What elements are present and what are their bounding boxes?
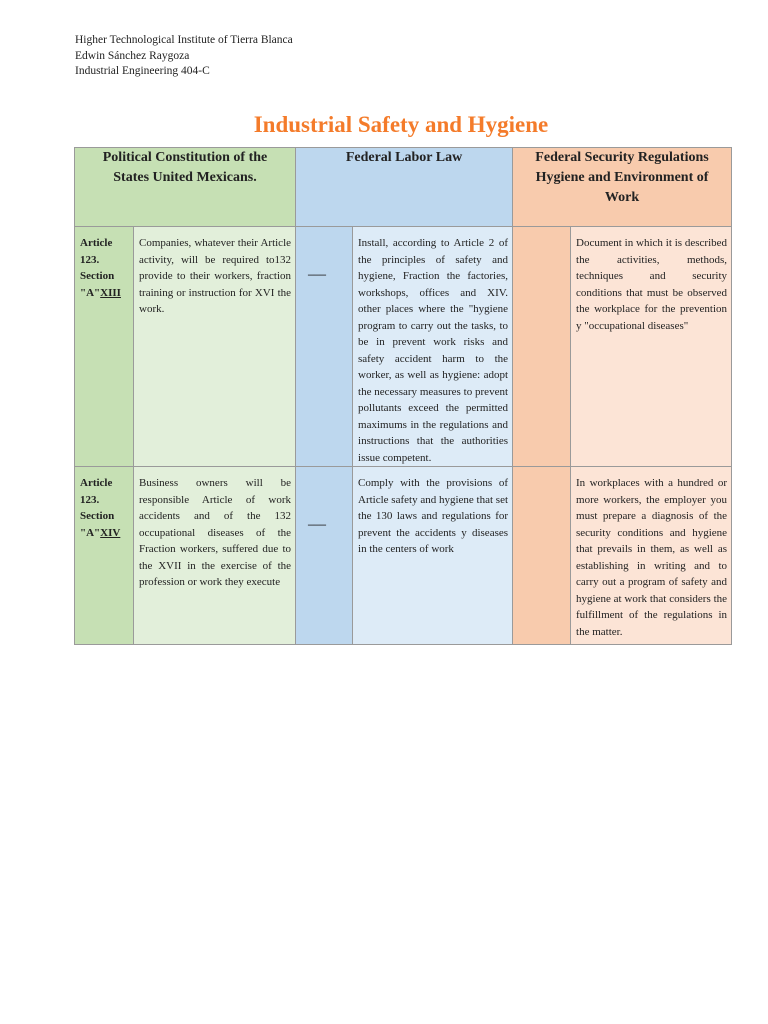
labor-law-text: Comply with the provisions of Article safety and hygiene that set the 130 laws and regulations for prevent the accidents y diseases in the centers of work	[358, 477, 509, 555]
institute-name: Higher Technological Institute of Tierra Blanca	[75, 34, 293, 46]
regulations-text: In workplaces with a hundred or more workers, the employer you must prepare a diagnosis of the security conditions and hygiene that prevails in them, as well as establishing in writing and to carry out a program of safety and hygiene at work that considers the fulfillment of the regulations in the matter.	[576, 477, 728, 638]
document-title: Industrial Safety and Hygiene	[253, 112, 549, 137]
labor-mark	[296, 467, 352, 530]
constitution-cell	[134, 467, 296, 645]
regulations-cell	[571, 227, 732, 467]
regulations-text: Document in which it is described the activities, methods, techniques and security conditions that must be observed the workplace for the prevention y "occupational diseases"	[576, 237, 728, 332]
table-row	[75, 467, 732, 645]
regulations-mark-cell	[513, 467, 571, 645]
regulations-cell	[571, 467, 732, 645]
document-header	[75, 33, 293, 80]
constitution-cell	[134, 227, 296, 467]
labor-mark	[296, 227, 352, 280]
table-row	[75, 227, 732, 467]
table-header-row	[75, 148, 732, 227]
constitution-text: Companies, whatever their Article activity, will be required to132 provide to their workers, fraction training or instruction for XVI the work.	[139, 237, 292, 315]
article-section: Article 123. Section "A"	[80, 237, 115, 299]
fraction-number: XIV	[100, 526, 121, 539]
labor-law-cell	[353, 467, 513, 645]
labor-mark-text: ___	[308, 263, 327, 277]
labor-mark-cell	[296, 467, 353, 645]
header-regulations	[513, 148, 732, 227]
author-name: Edwin Sánchez Raygoza	[75, 49, 190, 62]
header-regulations-label: Federal Security Regulations Hygiene and Environment of Work	[535, 150, 709, 205]
comparison-table	[74, 147, 732, 645]
header-constitution-label: Political Constitution of the States United Mexicans.	[102, 150, 268, 185]
article-cell	[75, 227, 134, 467]
article-label	[75, 467, 133, 541]
article-label	[75, 227, 133, 301]
labor-law-cell	[353, 227, 513, 467]
header-labor-law-label: Federal Labor Law	[345, 150, 463, 165]
article-cell	[75, 467, 134, 645]
labor-law-text: Install, according to Article 2 of the principles of safety and hygiene, Fraction the factories, workshops, offices and XIV. other places where the "hygiene program to carry out the tasks, to be in prevent work risks and safety accident harm to the worker, as well as hygiene: adopt the necessary measures to prevent pollutants exceed the permitted maximums in the regulations and instructions that the authorities issue competent.	[358, 237, 509, 464]
header-constitution	[75, 148, 296, 227]
regulations-mark-cell	[513, 227, 571, 467]
labor-mark-cell	[296, 227, 353, 467]
constitution-text: Business owners will be responsible Article of work accidents and of the 132 occupational diseases of the Fraction workers, suffered due to the XVII in the exercise of the profession or work they execute	[139, 477, 292, 588]
labor-mark-text: ___	[308, 513, 327, 527]
fraction-number: XIII	[100, 286, 121, 299]
course-name: Industrial Engineering 404-C	[75, 65, 210, 77]
header-labor-law	[296, 148, 513, 227]
article-section: Article 123. Section "A"	[80, 477, 115, 539]
